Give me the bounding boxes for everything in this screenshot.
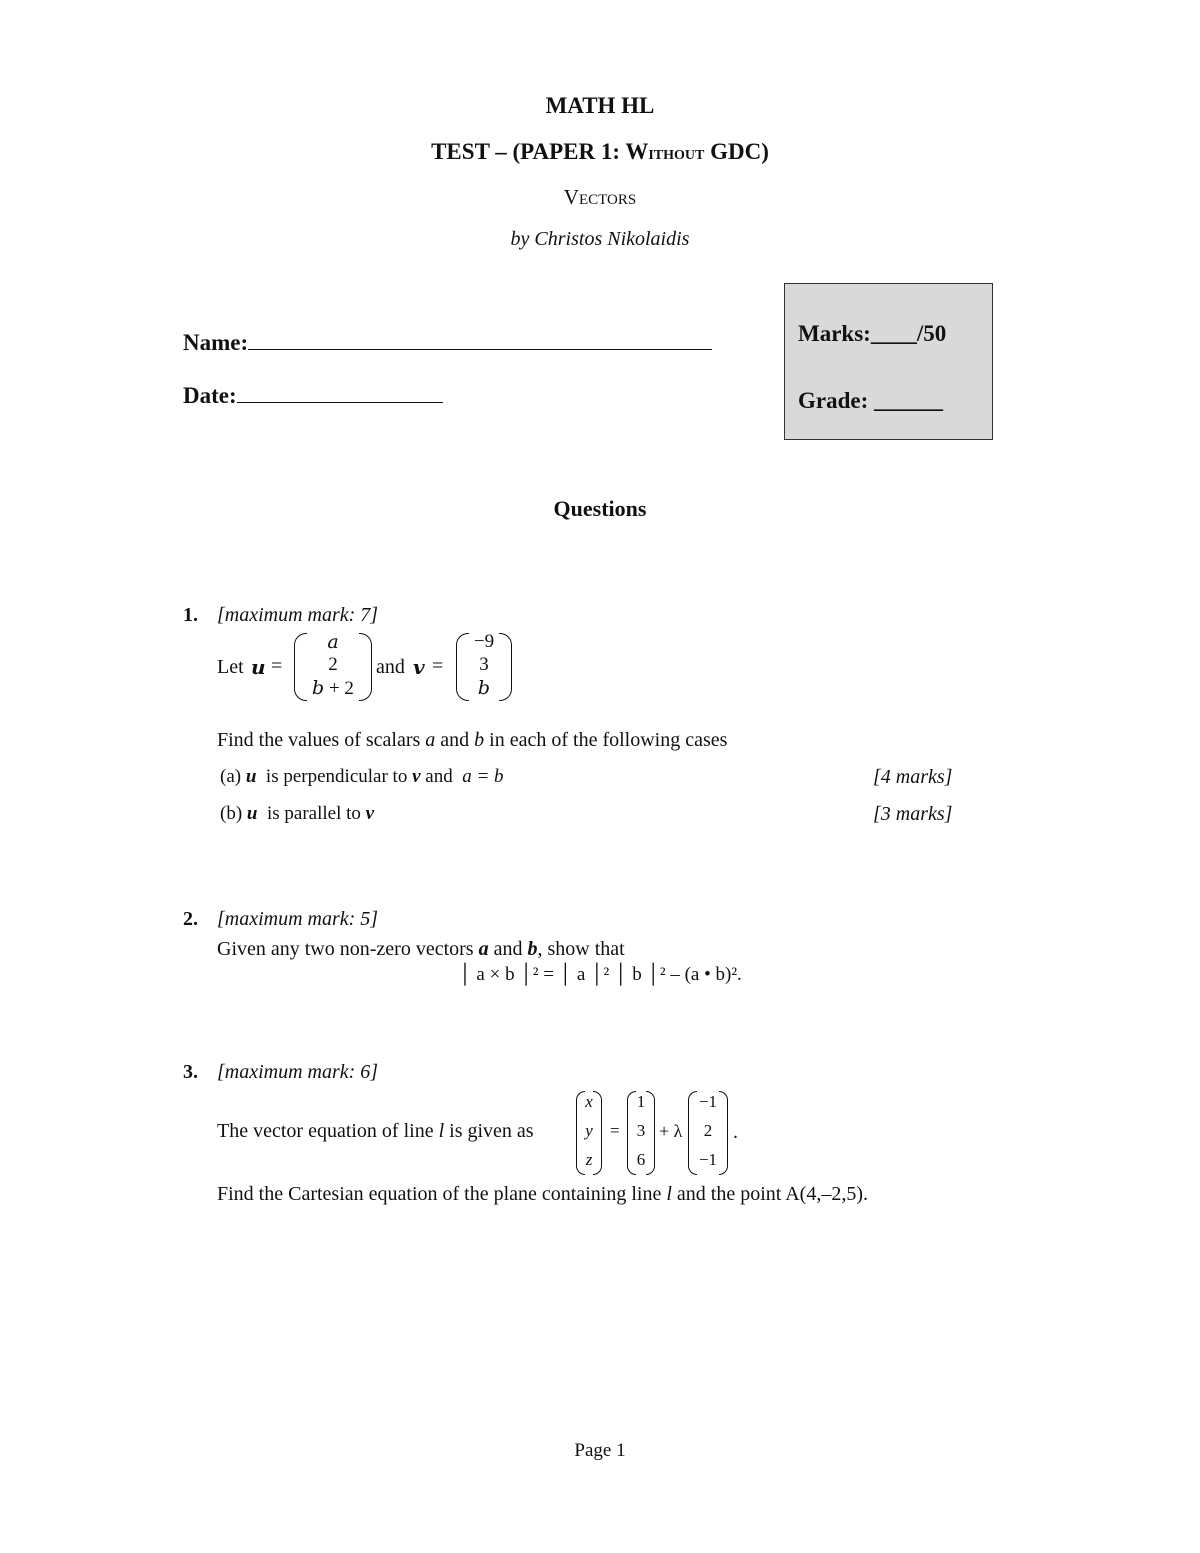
question-number: 3. — [183, 1061, 198, 1083]
q1-prompt: Find the values of scalars a and b in each of the following cases — [217, 729, 728, 751]
q3-text: The vector equation of line l is given as — [217, 1120, 534, 1142]
q1-part-a: (a) u is perpendicular to v and a = b — [220, 766, 504, 787]
vector-entry: 𝑏 — [477, 678, 491, 699]
u-symbol: 𝒖 — [251, 657, 266, 679]
vector-entry: 3 — [636, 1121, 646, 1140]
point-vector — [627, 1091, 655, 1175]
name-field[interactable] — [183, 330, 712, 356]
u-vector — [294, 633, 372, 701]
vector-entry: 2 — [328, 654, 338, 675]
max-mark: [maximum mark: 5] — [217, 908, 379, 930]
xyz-vector — [576, 1091, 602, 1175]
topic-title: Vectors — [563, 185, 637, 209]
vector-entry: y — [585, 1121, 593, 1140]
question-number: 1. — [183, 604, 198, 626]
v-symbol: 𝒗 — [413, 657, 425, 679]
date-blank-line[interactable] — [237, 384, 443, 403]
q1-part-b: (b) u is parallel to v — [220, 803, 375, 824]
q2-identity: │ a × b │² = │ a │² │ b │² – (a • b)². — [458, 964, 742, 985]
score-box — [784, 283, 993, 440]
equals-sign: = — [432, 655, 444, 677]
author-line: by Christos Nikolaidis — [510, 228, 690, 250]
page-title: MATH HL — [545, 93, 655, 118]
vector-entry: z — [585, 1150, 593, 1169]
date-label: Date: — [183, 383, 237, 408]
vector-entry: 2 — [703, 1121, 713, 1140]
part-marks: [3 marks] — [873, 803, 953, 825]
part-marks: [4 marks] — [873, 766, 953, 788]
equals-sign: = — [610, 1121, 620, 1140]
max-mark: [maximum mark: 6] — [217, 1061, 379, 1083]
name-label: Name: — [183, 330, 249, 355]
equals-sign: = — [271, 655, 283, 677]
vector-entry: −9 — [473, 631, 495, 652]
plus-lambda: + λ — [659, 1121, 683, 1141]
vector-entry: −1 — [698, 1092, 718, 1111]
max-mark: [maximum mark: 7] — [217, 604, 379, 626]
vector-entry: −1 — [698, 1150, 718, 1169]
question-number: 2. — [183, 908, 198, 930]
v-vector — [456, 633, 512, 701]
vector-entry: 𝑏 + 2 — [312, 678, 354, 699]
vector-entry: 6 — [636, 1150, 646, 1169]
vector-entry: 3 — [479, 654, 489, 675]
direction-vector — [688, 1091, 728, 1175]
period: . — [733, 1121, 738, 1143]
q2-text: Given any two non-zero vectors a and b, show that — [217, 938, 625, 960]
vector-entry: 1 — [636, 1092, 646, 1111]
section-title: Questions — [553, 496, 647, 521]
name-blank-line[interactable] — [248, 331, 712, 350]
vector-entry: 𝑎 — [327, 632, 339, 653]
grade-field: Grade: ______ — [798, 388, 944, 413]
marks-field: Marks:____/50 — [798, 321, 947, 346]
paper-subtitle: TEST – (PAPER 1: Without GDC) — [431, 139, 769, 164]
and-text: and — [376, 656, 405, 678]
page-number: Page 1 — [574, 1440, 626, 1461]
date-field[interactable] — [183, 383, 443, 409]
q3-prompt: Find the Cartesian equation of the plane containing line l and the point A(4,–2,5). — [217, 1183, 868, 1205]
let-text: Let — [217, 656, 244, 678]
vector-entry: x — [585, 1092, 593, 1111]
